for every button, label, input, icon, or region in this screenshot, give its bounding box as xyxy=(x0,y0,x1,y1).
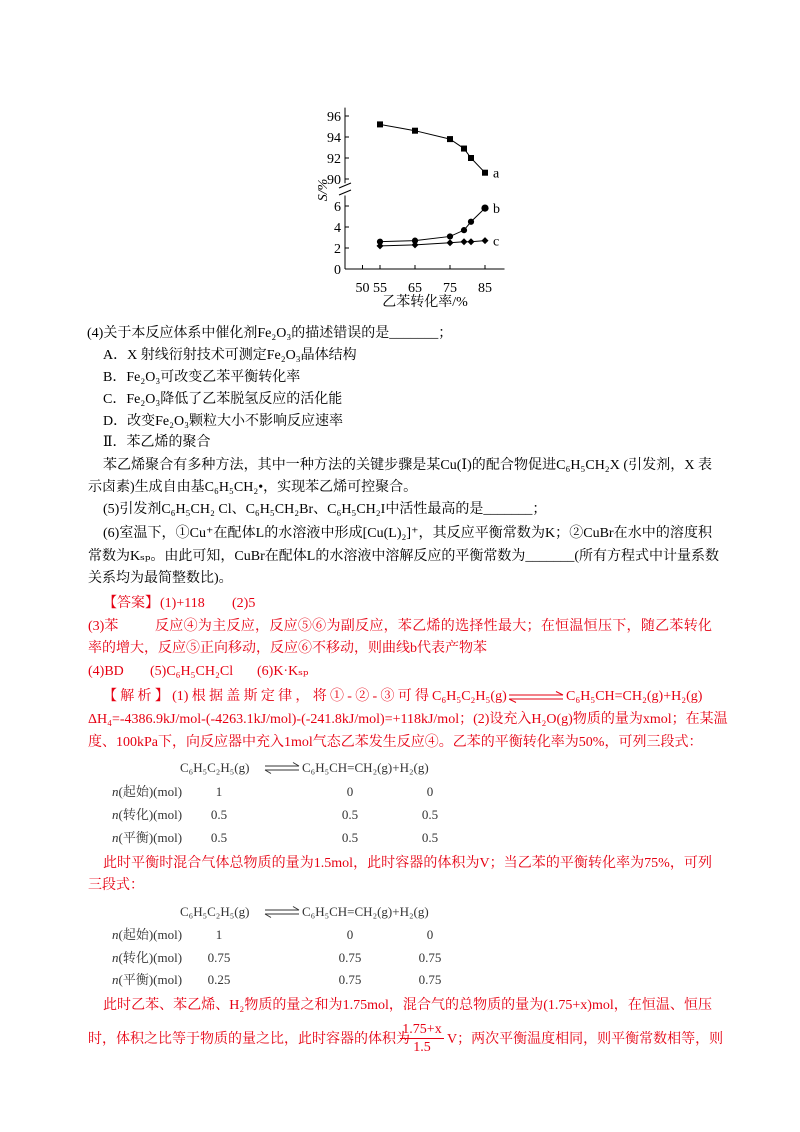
y-tick-label: 6 xyxy=(334,200,341,215)
section-intro-line-1: 苯乙烯聚合有多种方法，其中一种方法的关键步骤是某Cu(Ⅰ)的配合物促进C₆H₅CH₂X (引发剂，X 表 xyxy=(103,458,712,473)
q6-line-3: 关系均为最简整数比)。 xyxy=(88,571,233,586)
data-point-c xyxy=(447,239,454,246)
answer-q3-reason-line-1: 反应④为主反应，反应⑤⑥为副反应，苯乙烯的选择性最大；在恒温恒压下，随乙苯转化 xyxy=(155,619,712,634)
analysis-line-1-intro: (1)根据盖斯定律，将①-②-③可得 xyxy=(172,689,429,704)
analysis-para3-line-2-end: V；两次平衡温度相同，则平衡常数相等，则 xyxy=(447,1032,724,1047)
q6-line-2: 常数为Kₛₚ。由此可知，CuBr在配体L的水溶液中溶解反应的平衡常数为_______(所有方程式中计量系数 xyxy=(88,549,719,564)
table2-row-label xyxy=(112,971,182,989)
analysis-line-3: 度、100kPa下，向反应器中充入1mol气态乙苯发生反应④。乙苯的平衡转化率为50%，可列三段式： xyxy=(88,735,703,750)
section-heading: Ⅱ．苯乙烯的聚合 xyxy=(103,435,211,450)
variable-n: n xyxy=(112,830,119,845)
series-label-a: a xyxy=(493,166,500,182)
y-tick-label: 94 xyxy=(327,131,341,146)
x-tick-label: 65 xyxy=(408,281,422,296)
answer-q6: (6)K·Kₛₚ xyxy=(257,664,309,679)
series-line-b xyxy=(380,208,485,242)
data-point-b xyxy=(468,219,474,225)
series-label-b: b xyxy=(493,202,500,218)
row-label-text: (平衡)(mol) xyxy=(118,830,183,845)
table2-eq-right: C₆H₅CH=CH₂(g)+H₂(g) xyxy=(302,904,429,919)
q4-stem: (4)关于本反应体系中催化剂Fe₂O₃的描述错误的是_______； xyxy=(87,326,453,341)
table1-cell: 0.5 xyxy=(210,807,228,822)
analysis-para2-line-1: 此时平衡时混合气体总物质的量为1.5mol，此时容器的体积为V；当乙苯的平衡转化率为75%，可列 xyxy=(103,856,712,871)
variable-n: n xyxy=(112,927,119,942)
x-tick-label: 85 xyxy=(478,281,492,296)
table2-cell: 1 xyxy=(215,927,223,942)
variable-n: n xyxy=(112,950,119,965)
table2-cell: 0 xyxy=(426,927,434,942)
table2-cell: 0.75 xyxy=(418,972,442,987)
variable-n: n xyxy=(112,807,119,822)
y-tick-label: 92 xyxy=(327,152,341,167)
y-axis-label: S/% xyxy=(316,178,331,202)
data-point-b xyxy=(481,205,488,212)
data-point-c xyxy=(482,237,489,244)
q4-option-b: B．Fe₂O₃可改变乙苯平衡转化率 xyxy=(103,370,301,385)
table1-cell: 0.5 xyxy=(421,830,439,845)
equilibrium-arrow-icon xyxy=(264,762,300,774)
table1-row-label xyxy=(112,829,182,847)
table1-eq-left: C₆H₅C₂H₅(g) xyxy=(180,760,250,775)
data-point-b xyxy=(447,233,453,239)
table2-cell: 0.75 xyxy=(207,950,231,965)
row-label-text: (转化)(mol) xyxy=(118,807,183,822)
data-point-a xyxy=(468,155,474,161)
row-label-text: (平衡)(mol) xyxy=(118,972,183,987)
q4-option-c: C．Fe₂O₃降低了乙苯脱氢反应的活化能 xyxy=(103,392,343,407)
table1-cell: 0.5 xyxy=(421,807,439,822)
q4-option-d: D．改变Fe₂O₃颗粒大小不影响反应速率 xyxy=(103,414,343,429)
answer-q5: (5)C₆H₅CH₂Cl xyxy=(150,664,234,679)
answer-q1: (1)+118 xyxy=(160,596,205,611)
fraction-numerator: 1.75+x xyxy=(400,1021,444,1039)
analysis-line-1-text xyxy=(103,687,429,707)
x-axis-label: 乙苯转化率/% xyxy=(382,295,468,310)
section-intro-line-2: 示卤素)生成自由基C₆H₅CH₂•，实现苯乙烯可控聚合。 xyxy=(88,480,418,495)
row-label-text: (转化)(mol) xyxy=(118,950,183,965)
table1-cell: 0.5 xyxy=(341,830,359,845)
q5-stem: (5)引发剂C₆H₅CH₂ Cl、C₆H₅CH₂Br、C₆H₅CH₂I中活性最高的是_______； xyxy=(103,502,547,517)
series-label-c: c xyxy=(493,234,500,250)
data-point-c xyxy=(468,238,475,245)
table2-cell: 0.25 xyxy=(207,972,231,987)
fraction-denominator: 1.5 xyxy=(413,1040,431,1055)
table1-cell: 0 xyxy=(346,784,354,799)
equilibrium-arrow-icon xyxy=(264,906,300,918)
data-point-a xyxy=(447,136,453,142)
y-tick-label: 4 xyxy=(334,221,341,236)
analysis-para3-line-2-start: 时，体积之比等于物质的量之比，此时容器的体积为 xyxy=(88,1032,410,1047)
data-point-a xyxy=(412,128,418,134)
table1-cell: 0.5 xyxy=(341,807,359,822)
table2-cell: 0.75 xyxy=(338,950,362,965)
x-tick-label: 55 xyxy=(373,281,387,296)
table2-cell: 0.75 xyxy=(338,972,362,987)
answer-q4: (4)BD xyxy=(88,664,124,679)
table2-cell: 0.75 xyxy=(418,950,442,965)
analysis-eq-left: C₆H₅C₂H₅(g) xyxy=(432,689,507,704)
table2-row-label xyxy=(112,926,182,944)
data-point-a xyxy=(461,146,467,152)
variable-n: n xyxy=(112,784,119,799)
equilibrium-arrow-icon xyxy=(508,691,564,703)
table2-eq-left: C₆H₅C₂H₅(g) xyxy=(180,904,250,919)
table1-cell: 0 xyxy=(426,784,434,799)
series-line-a xyxy=(380,124,485,172)
y-tick-label: 0 xyxy=(334,263,341,278)
table1-cell: 1 xyxy=(215,784,223,799)
table1-row-label xyxy=(112,806,182,824)
analysis-para2-line-2: 三段式： xyxy=(88,878,144,893)
answer-q2: (2)5 xyxy=(232,596,256,611)
answer-label: 【答案】 xyxy=(103,596,159,611)
data-point-b xyxy=(461,227,467,233)
y-tick-label: 96 xyxy=(327,110,341,125)
answer-q3: (3)苯 xyxy=(88,619,119,634)
row-label-text: (起始)(mol) xyxy=(118,927,183,942)
data-point-c xyxy=(461,238,468,245)
x-tick-label: 75 xyxy=(443,281,457,296)
q6-line-1: (6)室温下，①Cu⁺在配体L的水溶液中形成[Cu(L)₂]⁺，其反应平衡常数为K；②CuBr在水中的溶度积 xyxy=(103,526,712,541)
answer-q3-reason-line-2: 率的增大，反应⑤正向移动，反应⑥不移动，则曲线b代表产物苯 xyxy=(88,641,487,656)
analysis-line-2: ΔH₄=-4386.9kJ/mol-(-4263.1kJ/mol)-(-241.8kJ/mol)=+118kJ/mol；(2)设充入H₂O(g)物质的量为xmol；在某温 xyxy=(88,712,728,727)
y-tick-label: 90 xyxy=(327,173,341,188)
row-label-text: (起始)(mol) xyxy=(118,784,183,799)
data-point-a xyxy=(377,121,383,127)
data-point-a xyxy=(482,170,488,176)
selectivity-chart xyxy=(300,95,530,315)
table1-row-label xyxy=(112,783,182,801)
axis-break-mark xyxy=(339,190,351,195)
table2-cell: 0 xyxy=(346,927,354,942)
analysis-para3-line-1: 此时乙苯、苯乙烯、H₂物质的量之和为1.75mol，混合气的总物质的量为(1.75+x)mol，在恒温、恒压 xyxy=(103,998,712,1013)
table1-eq-right: C₆H₅CH=CH₂(g)+H₂(g) xyxy=(302,760,429,775)
volume-fraction xyxy=(400,1021,444,1056)
analysis-label: 【解析】 xyxy=(103,689,173,704)
variable-n: n xyxy=(112,972,119,987)
x-tick-label: 50 xyxy=(355,281,370,296)
analysis-eq-right: C₆H₅CH=CH₂(g)+H₂(g) xyxy=(566,689,703,704)
table2-row-label xyxy=(112,949,182,967)
table1-cell: 0.5 xyxy=(210,830,228,845)
q4-option-a: A．X 射线衍射技术可测定Fe₂O₃晶体结构 xyxy=(103,348,357,363)
y-tick-label: 2 xyxy=(334,242,341,257)
